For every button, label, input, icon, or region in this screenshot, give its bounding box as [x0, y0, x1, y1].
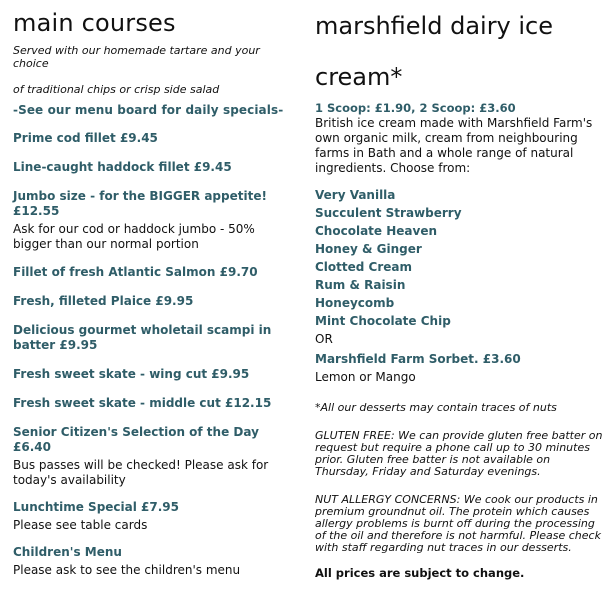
- specials-note: -See our menu board for daily specials-: [13, 103, 284, 117]
- menu-item-title: Senior Citizen's Selection of the Day £6.40: [13, 425, 259, 454]
- menu-item: [13, 545, 293, 578]
- menu-item-title: Fresh, filleted Plaice £9.95: [13, 294, 194, 308]
- menu-item: [13, 189, 293, 252]
- flavour-list: [315, 188, 605, 385]
- intro-line-2: of traditional chips or crisp side salad: [13, 83, 220, 96]
- menu-item: [13, 294, 293, 309]
- menu-item-desc: Ask for our cod or haddock jumbo - 50% bigger than our normal portion: [13, 222, 255, 251]
- main-courses-section: [13, 8, 293, 578]
- menu-item: [13, 131, 293, 146]
- menu-item-title: Fresh sweet skate - wing cut £9.95: [13, 367, 250, 381]
- menu-item: [13, 265, 293, 280]
- intro-line-1: Served with our homemade tartare and your choice: [13, 44, 260, 70]
- menu-item-title: Delicious gourmet wholetail scampi in batter £9.95: [13, 323, 272, 352]
- ice-cream-section: [315, 12, 605, 580]
- flavour-item: Very Vanilla: [315, 188, 396, 202]
- main-courses-title: main courses: [13, 9, 176, 37]
- menu-item-desc: Please ask to see the children's menu: [13, 563, 241, 577]
- menu-item-title: Lunchtime Special £7.95: [13, 500, 180, 514]
- menu-item: [13, 160, 293, 175]
- flavour-item: Mint Chocolate Chip: [315, 314, 451, 328]
- gluten-free-note: GLUTEN FREE: We can provide gluten free batter on request but require a phone call up to 30 minutes prior. Gluten free batter is not available on Thursday, Friday and Saturday evenings.: [315, 429, 603, 478]
- ice-cream-description: British ice cream made with Marshfield Farm's own organic milk, cream from neighbouring farms in Bath and a whole range of natural ingredients. Choose from:: [315, 116, 593, 175]
- menu-item: [13, 425, 293, 488]
- flavour-item: Honey & Ginger: [315, 242, 422, 256]
- menu-item-title: Line-caught haddock fillet £9.45: [13, 160, 232, 174]
- nut-allergy-note: NUT ALLERGY CONCERNS: We cook our products in premium groundnut oil. The protein which causes allergy problems is burnt off during the processing of the oil and therefore is not harmful. Please check with staff regarding nut traces in our desserts.: [315, 493, 601, 554]
- menu-item: [13, 323, 293, 353]
- menu-item: [13, 500, 293, 533]
- flavour-item: Chocolate Heaven: [315, 224, 437, 238]
- menu-item-title: Fresh sweet skate - middle cut £12.15: [13, 396, 272, 410]
- menu-item-title: Fillet of fresh Atlantic Salmon £9.70: [13, 265, 258, 279]
- flavour-item: Rum & Raisin: [315, 278, 406, 292]
- or-label: OR: [315, 332, 333, 346]
- ice-cream-title-line-2: cream*: [315, 63, 403, 91]
- sorbet-title: Marshfield Farm Sorbet. £3.60: [315, 352, 521, 366]
- nuts-note: *All our desserts may contain traces of nuts: [315, 401, 557, 414]
- menu-item-title: Children's Menu: [13, 545, 122, 559]
- flavour-item: Succulent Strawberry: [315, 206, 462, 220]
- menu-item: [13, 396, 293, 411]
- prices-note: All prices are subject to change.: [315, 566, 525, 580]
- flavour-item: Honeycomb: [315, 296, 395, 310]
- sorbet-flavours: Lemon or Mango: [315, 370, 416, 384]
- menu-item: [13, 367, 293, 382]
- scoop-price: 1 Scoop: £1.90, 2 Scoop: £3.60: [315, 101, 516, 115]
- ice-cream-title: [315, 12, 605, 91]
- menu-item-title: Jumbo size - for the BIGGER appetite! £12.55: [13, 189, 267, 218]
- ice-cream-title-line-1: marshfield dairy ice: [315, 12, 554, 40]
- menu-item-desc: Please see table cards: [13, 518, 148, 532]
- flavour-item: Clotted Cream: [315, 260, 413, 274]
- menu-item-title: Prime cod fillet £9.45: [13, 131, 158, 145]
- menu-item-desc: Bus passes will be checked! Please ask for today's availability: [13, 458, 269, 487]
